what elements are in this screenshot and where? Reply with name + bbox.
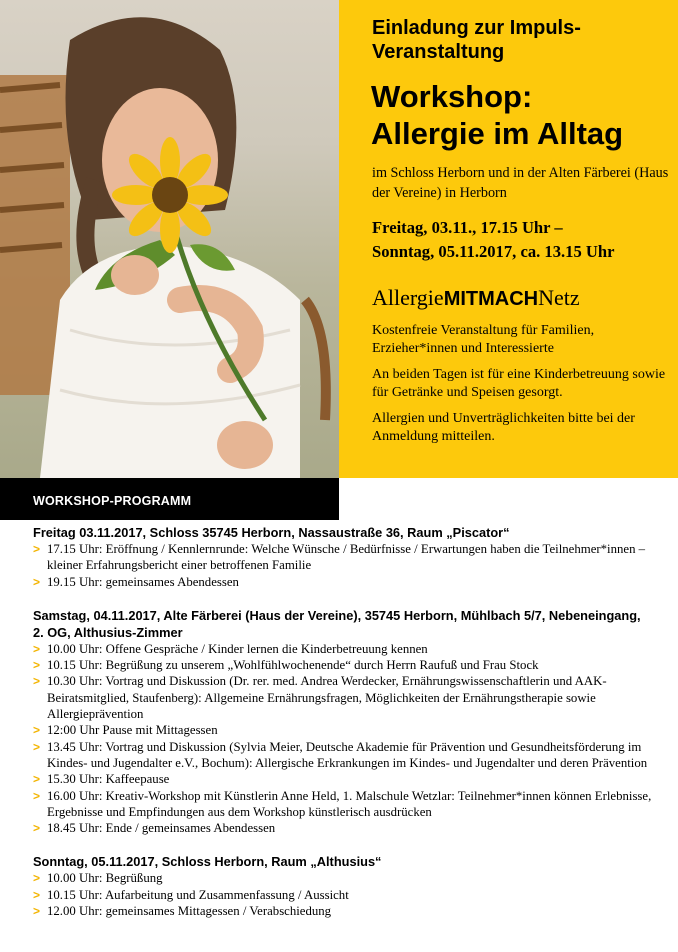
brand-logo [372, 284, 672, 313]
event-venue: im Schloss Herborn und in der Alten Färberei (Haus der Vereine) in Herborn [372, 165, 669, 201]
program-item: > 13.45 Uhr: Vortrag und Diskussion (Sylvia Meier, Deutsche Akademie für Prävention und Gesundheitsförderung im Kindes- und Jugendalter e.V., Bochum): Allergische Erkrankungen im Kindes- und Jugendalter und deren Prävention [33, 739, 653, 772]
date-line-1: Freitag, 03.11., 17.15 Uhr – [372, 218, 563, 237]
day-items [33, 541, 653, 590]
program-item: > 10.15 Uhr: Aufarbeitung und Zusammenfassung / Aussicht [33, 887, 653, 903]
program-item: > 18.45 Uhr: Ende / gemeinsames Abendessen [33, 820, 653, 836]
event-kicker: Einladung zur Impuls-Veranstaltung [372, 17, 581, 63]
day-title: Samstag, 04.11.2017, Alte Färberei (Haus der Vereine), 35745 Herborn, Mühlbach 5/7, Nebeneingang, 2. OG, Althusius-Zimmer [33, 607, 641, 640]
program-item: > 10.15 Uhr: Begrüßung zu unserem „Wohlfühlwochenende“ durch Herrn Raufuß und Frau Stock [33, 657, 653, 673]
day-sunday [33, 853, 653, 919]
day-items [33, 870, 653, 919]
note-item: An beiden Tagen ist für eine Kinderbetreuung sowie für Getränke und Speisen gesorgt. [372, 367, 666, 400]
day-friday [33, 524, 653, 590]
hero-photo [0, 0, 339, 478]
brand-part-1: Allergie [372, 285, 444, 310]
program-item: > 16.00 Uhr: Kreativ-Workshop mit Künstlerin Anne Held, 1. Malschule Wetzlar: Teilnehmer*innen können Erlebnisse, Ergebnisse und Empfindungen aus dem Workshop künstlerisch ausdrücken [33, 788, 653, 821]
event-notes [372, 322, 667, 454]
program-item: > 17.15 Uhr: Eröffnung / Kennlernrunde: Welche Wünsche / Bedürfnisse / Erwartungen haben die Teilnehmer*innen – kleiner Erfahrungsbericht einer betroffenen Familie [33, 541, 653, 574]
program-item: > 15.30 Uhr: Kaffeepause [33, 771, 653, 787]
note-item: Allergien und Unverträglichkeiten bitte bei der Anmeldung mitteilen. [372, 411, 635, 444]
note-item: Kostenfreie Veranstaltung für Familien, Erzieher*innen und Interessierte [372, 323, 595, 356]
day-title: Freitag 03.11.2017, Schloss 35745 Herborn, Nassaustraße 36, Raum „Piscator“ [33, 525, 510, 540]
title-line-1: Workshop: [371, 79, 533, 114]
day-items [33, 641, 653, 837]
info-panel [339, 0, 678, 478]
program-item: > 10.00 Uhr: Begrüßung [33, 870, 653, 886]
program-item: > 12:00 Uhr Pause mit Mittagessen [33, 722, 653, 738]
program-item: > 12.00 Uhr: gemeinsames Mittagessen / Verabschiedung [33, 903, 653, 919]
workshop-program [33, 524, 653, 936]
program-heading: WORKSHOP-PROGRAMM [33, 494, 192, 508]
event-title [371, 78, 671, 152]
title-line-2: Allergie im Alltag [371, 116, 624, 151]
program-item: > 19.15 Uhr: gemeinsames Abendessen [33, 574, 653, 590]
day-title: Sonntag, 05.11.2017, Schloss Herborn, Raum „Althusius“ [33, 854, 382, 870]
brand-part-3: Netz [538, 285, 580, 310]
program-heading-band [0, 478, 339, 520]
girl-with-sunflower-illustration [0, 0, 339, 478]
event-dates [372, 216, 672, 264]
day-saturday [33, 607, 653, 837]
date-line-2: Sonntag, 05.11.2017, ca. 13.15 Uhr [372, 242, 615, 261]
brand-part-2: MITMACH [443, 288, 539, 310]
program-item: > 10.30 Uhr: Vortrag und Diskussion (Dr. rer. med. Andrea Werdecker, Ernährungswissenschaftlerin und AAK-Beiratsmitglied, Staufenberg): Allgemeine Ernährungsfragen, Möglichkeiten der Ernährungstherapie sowie Allergieprävention [33, 673, 653, 722]
program-item: > 10.00 Uhr: Offene Gespräche / Kinder lernen die Kinderbetreuung kennen [33, 641, 653, 657]
